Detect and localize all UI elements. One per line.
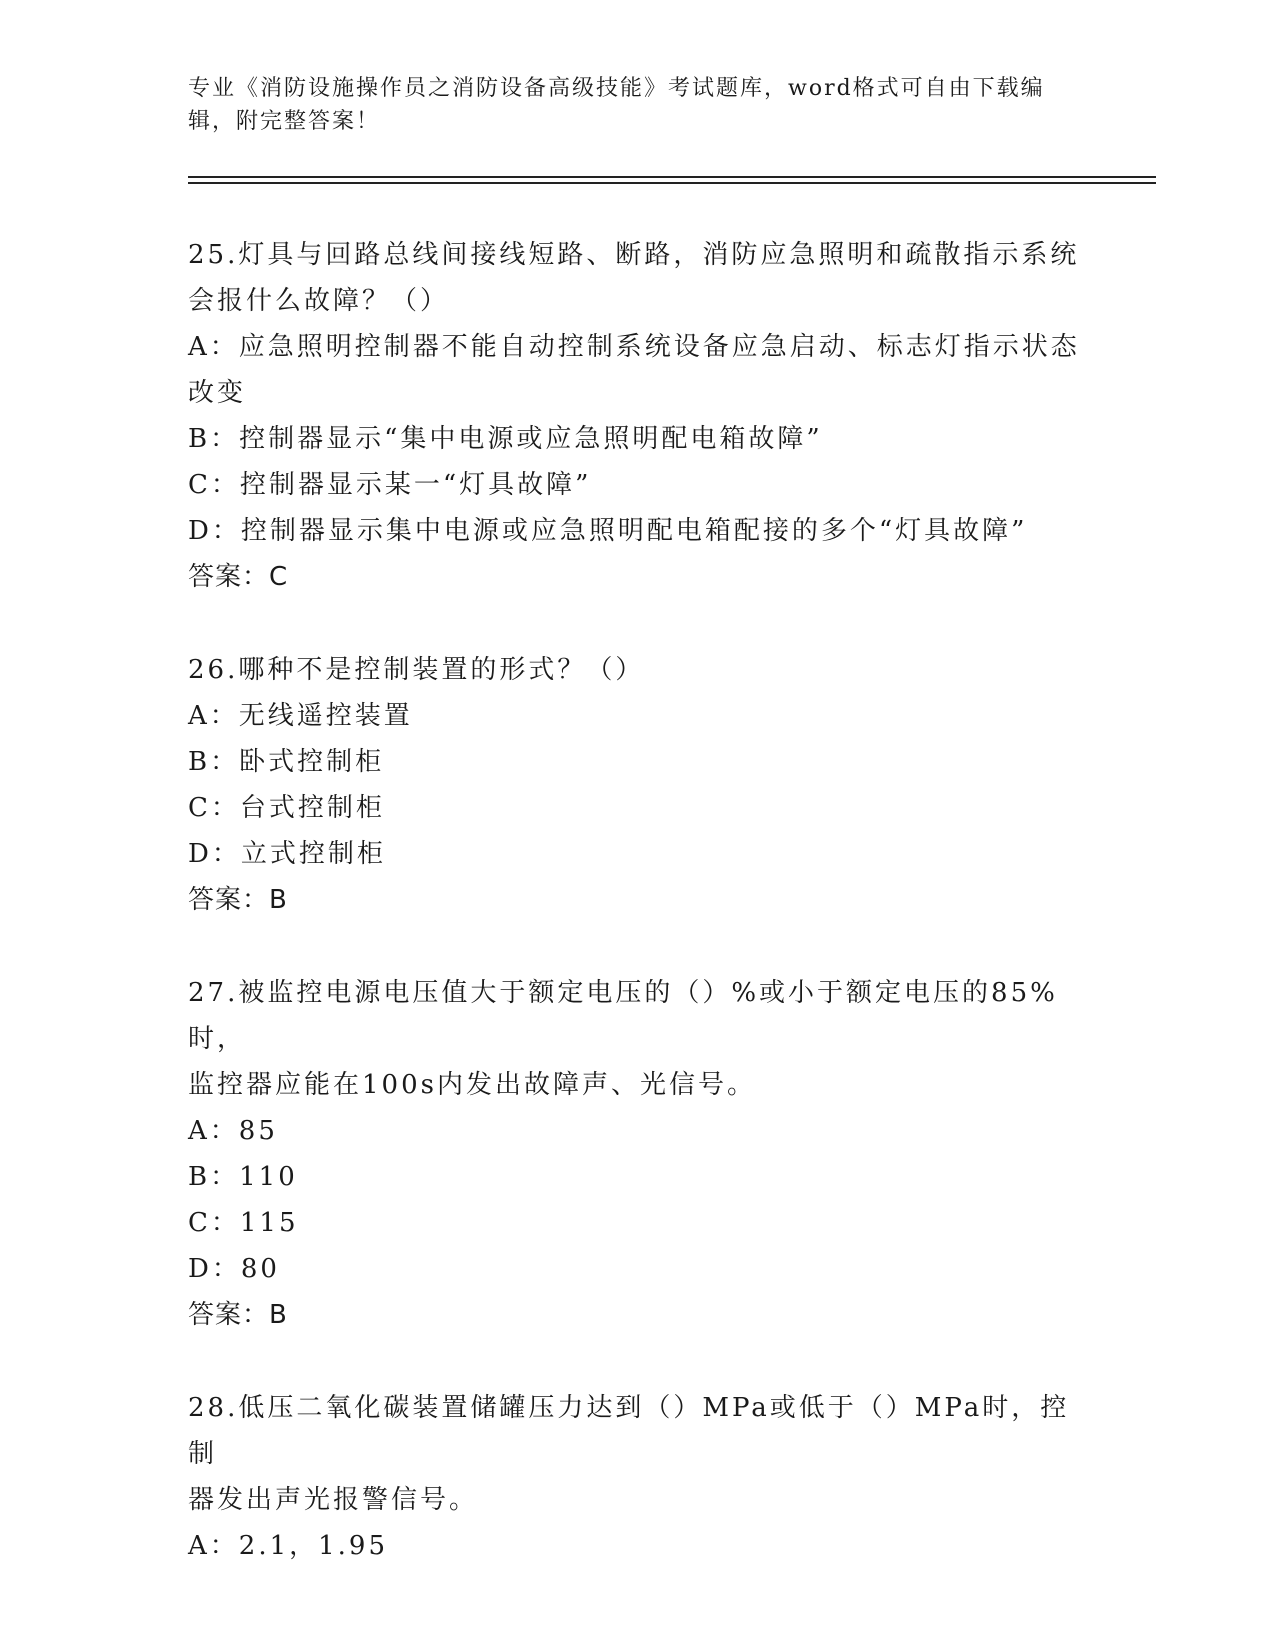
question-stem: 25.灯具与回路总线间接线短路、断路，消防应急照明和疏散指示系统 [188, 240, 1080, 270]
option-c: C：115 [188, 1208, 299, 1238]
option-d: D：立式控制柜 [188, 839, 386, 869]
question-stem: 器发出声光报警信号。 [188, 1485, 479, 1515]
question-stem: 28.低压二氧化碳装置储罐压力达到（）MPa或低于（）MPa时，控制 [188, 1393, 1070, 1469]
answer-label: 答案：C [188, 562, 289, 592]
question-stem: 26.哪种不是控制装置的形式？（） [188, 655, 645, 685]
question-28 [188, 1385, 1088, 1569]
option-c: C：台式控制柜 [188, 793, 385, 823]
option-b: B：卧式控制柜 [188, 747, 385, 777]
option-d: D：控制器显示集中电源或应急照明配电箱配接的多个“灯具故障” [188, 516, 1028, 546]
question-26 [188, 647, 1088, 923]
answer-label: 答案：B [188, 1300, 288, 1330]
question-list [188, 232, 1088, 1616]
header-line-2: 辑，附完整答案！ [188, 109, 381, 134]
option-b: B：控制器显示“集中电源或应急照明配电箱故障” [188, 424, 823, 454]
answer-label: 答案：B [188, 885, 288, 915]
question-stem: 监控器应能在100s内发出故障声、光信号。 [188, 1070, 756, 1100]
header-divider-top [188, 176, 1156, 178]
document-header [188, 72, 1068, 138]
question-stem: 会报什么故障？（） [188, 286, 450, 316]
question-stem: 27.被监控电源电压值大于额定电压的（）%或小于额定电压的85%时， [188, 978, 1058, 1054]
option-a: A：无线遥控装置 [188, 701, 413, 731]
question-25 [188, 232, 1088, 600]
header-divider-bottom [188, 182, 1156, 184]
option-a: A：应急照明控制器不能自动控制系统设备应急启动、标志灯指示状态 [188, 332, 1080, 362]
option-a: A：2.1，1.95 [188, 1531, 389, 1561]
option-a: A：85 [188, 1116, 278, 1146]
question-27 [188, 970, 1088, 1338]
option-a: 改变 [188, 378, 247, 408]
option-b: B：110 [188, 1162, 298, 1192]
option-c: C：控制器显示某一“灯具故障” [188, 470, 592, 500]
header-line-1: 专业《消防设施操作员之消防设备高级技能》考试题库，word格式可自由下载编 [188, 76, 1045, 101]
option-d: D：80 [188, 1254, 280, 1284]
